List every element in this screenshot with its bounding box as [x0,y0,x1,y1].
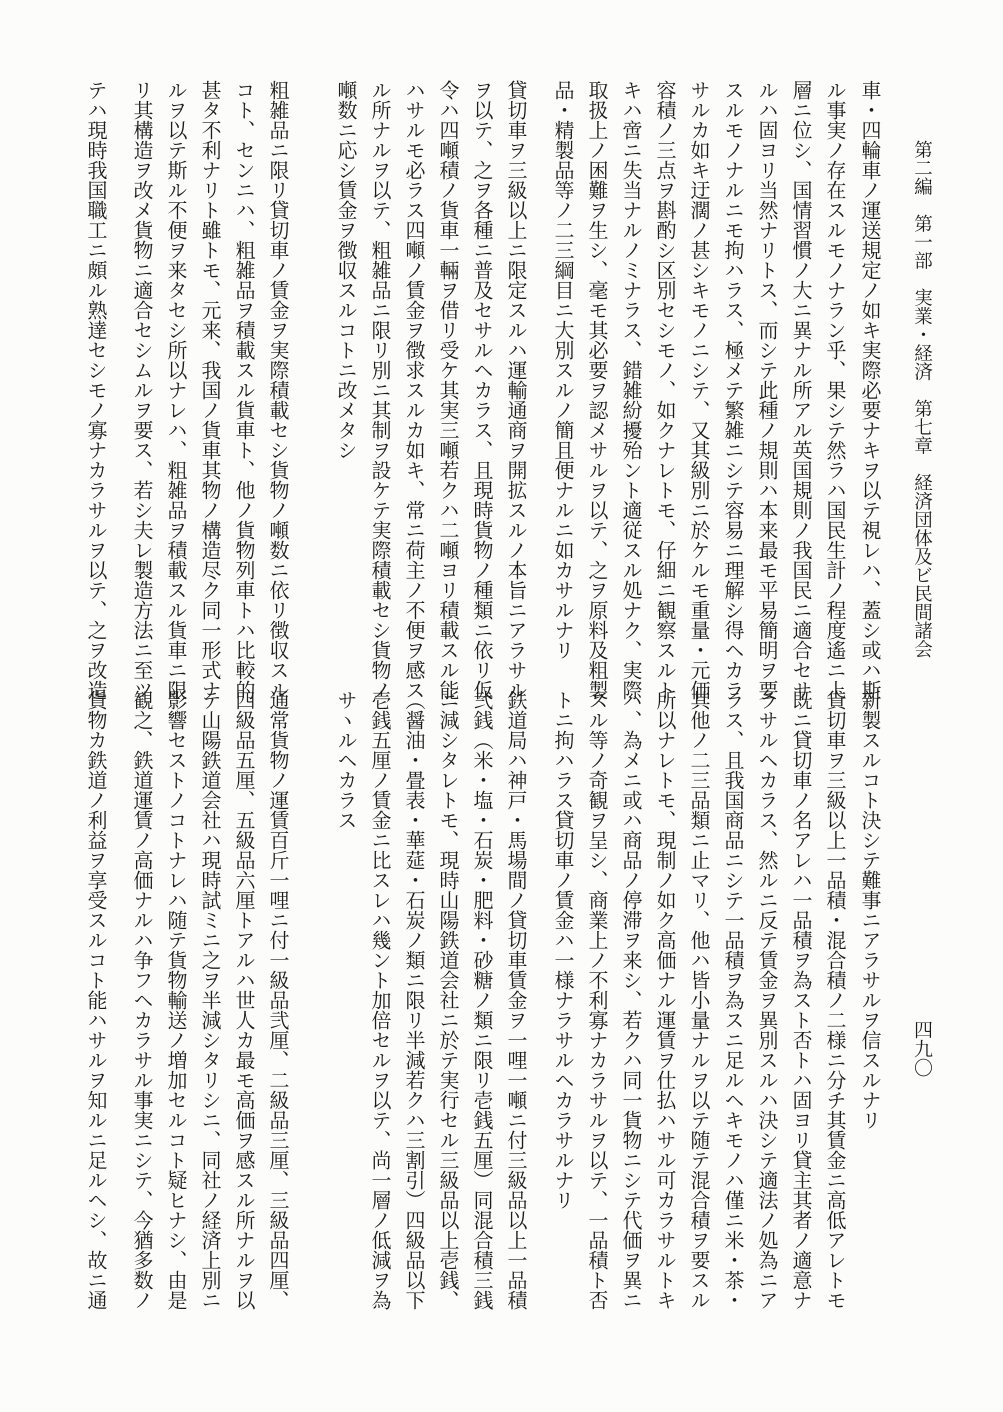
text-column: 既ニ貸切車ノ名アレハ一品積ヲ為スト否トハ固ヨリ貸主其者ノ適意ナ [789,690,813,1310]
text-column: 品・精製品等ノ二三綱目ニ大別スルノ簡且便ナルニ如カサルナリ [551,80,575,660]
text-column: 其他ノ二三品類ニ止マリ、他ハ皆小量ナルヲ以テ随テ混合積ヲ要スル [687,690,711,1310]
text-column: サルカ如キ迂濶ノ甚シキモノニシテ、又其級別ニ於ケルモ重量・元価 [687,80,711,700]
text-column: ニ減シタレトモ、現時山陽鉄道会社ニ於テ実行セル三級品以上壱銭、 [436,690,460,1310]
text-column: 取扱上ノ困難ヲ生シ、毫モ其必要ヲ認メサルヲ以テ、之ヲ原料及粗製 [585,80,609,700]
text-column: キハ啻ニ失当ナルノミナラス、錯雑紛擾殆ント適従スル処ナク、実際 [619,80,643,700]
text-column: 新製スルコト決シテ難事ニアラサルヲ信スルナリ [858,690,882,1130]
text-column: 貸切車ヲ三級以上一品積・混合積ノ二様ニ分チ其賃金ニ高低アレトモ [823,690,847,1310]
text-column: スルモノナルニモ拘ハラス、極メテ繁雑ニシテ容易ニ理解シ得ヘカラ [721,80,745,700]
text-column: 壱銭五厘ノ賃金ニ比スレハ幾ント加倍セルヲ以テ、尚一層ノ低減ヲ為 [368,690,392,1310]
text-column: ハサルモ必ラス四噸ノ賃金ヲ徴求スルカ如キ、常ニ荷主ノ不便ヲ感ス [402,80,426,700]
text-column: サヽルヘカラス [334,690,358,830]
text-column: トニ拘ハラス貸切車ノ賃金ハ一様ナラサルヘカラサルナリ [551,690,575,1210]
text-column: 層ニ位シ、国情習慣ノ大ニ異ナル所アル英国規則ノ我国民ニ適合セサ [789,80,813,700]
text-column: 車・四輪車ノ運送規定ノ如キ実際必要ナキヲ以テ視レハ、蓋シ或ハ斯 [858,80,882,700]
text-column: テ山陽鉄道会社ハ現時試ミニ之ヲ半減シタリシニ、同社ノ経済上別ニ [198,690,222,1310]
text-column: 通常貨物ノ運賃百斤一哩ニ付一級品弐厘、二級品三厘、三級品四厘、 [266,690,290,1310]
text-column: 容積ノ三点ヲ斟酌シ区別セシモノ、如クナレトモ、仔細ニ観察スルト [653,80,677,700]
text-column: 噸数ニ応シ賃金ヲ徴収スルコトニ改メタシ [334,80,358,460]
running-head: 第二編 第一部 実業・経済 第七章 経済団体及ビ民間諸会 [911,140,933,658]
text-column: スル等ノ奇観ヲ呈シ、商業上ノ不利寡ナカラサルヲ以テ、一品積ト否 [585,690,609,1310]
text-column: 貸切車ヲ三級以上ニ限定スルハ運輸通商ヲ開拡スルノ本旨ニアラサル [504,80,528,700]
text-column: テハ現時我国職工ニ頗ル熟達セシモノ寡ナカラサルヲ以テ、之ヲ改造 [84,80,108,700]
text-column: 貨物カ鉄道ノ利益ヲ享受スルコト能ハサルヲ知ルニ足ルヘシ、故ニ通 [84,690,108,1310]
text-column: 令ハ四噸積ノ貨車一輛ヲ借リ受ケ其実三噸若クハ二噸ヨリ積載スル能 [436,80,460,700]
text-column: ヲ以テ、之ヲ各種ニ普及セサルヘカラス、且現時貨物ノ種類ニ依リ仮 [470,80,494,700]
text-column: 四級品五厘、五級品六厘トアルハ世人カ最モ高価ヲ感スル所ナルヲ以 [232,690,256,1310]
text-column: 所以ナレトモ、現制ノ如ク高価ナル運賃ヲ仕払ハサル可カラサルトキ [653,690,677,1310]
text-column: コト、センニハ、粗雑品ヲ積載スル貨車ト、他ノ貨物列車トハ比較的 [232,80,256,700]
text-column: 甚タ不利ナリト雖トモ、元来、我国ノ貨車其物ノ構造尽ク同一形式ナ [198,80,222,700]
text-column: 鉄道局ハ神戸・馬場間ノ貸切車賃金ヲ一哩一噸ニ付三級品以上一品積 [504,690,528,1310]
text-column: 影響セストノコトナレハ随テ貨物輸送ノ増加セルコト疑ヒナシ、由是 [164,690,188,1310]
text-column: ハ、為メニ或ハ商品ノ停滞ヲ来シ、若クハ同一貨物ニシテ代価ヲ異ニ [619,690,643,1310]
text-column: ラサルヘカラス、然ルニ反テ賃金ヲ異別スルハ決シテ適法ノ処為ニア [755,690,779,1310]
text-column: 観之、鉄道運賃ノ高価ナルハ争フヘカラサル事実ニシテ、今猶多数ノ [130,690,154,1310]
text-column: ル事実ノ存在スルモノナラン乎、果シテ然ラハ国民生計ノ程度遙ニ上 [823,80,847,700]
text-column: 弐銭（米・塩・石炭・肥料・砂糖ノ類ニ限リ壱銭五厘）同混合積三銭 [470,690,494,1310]
text-column: ルヲ以テ斯ル不便ヲ来タセシ所以ナレハ、粗雑品ヲ積載スル貨車ニ限 [164,80,188,700]
text-column: リ其構造ヲ改メ貨物ニ適合セシムルヲ要ス、若シ夫レ製造方法ニ至ツ [130,80,154,700]
text-column: ラス、且我国商品ニシテ一品積ヲ為スニ足ルヘキモノハ僅ニ米・茶・ [721,690,745,1310]
text-column: ル所ナルヲ以テ、粗雑品ニ限リ別ニ其制ヲ設ケテ実際積載セシ貨物ノ [368,80,392,700]
text-column: （醤油・畳表・華莚・石炭ノ類ニ限リ半減若クハ三割引）四級品以下 [402,690,426,1310]
text-column: 粗雑品ニ限リ貸切車ノ賃金ヲ実際積載セシ貨物ノ噸数ニ依リ徴収スル [266,80,290,700]
text-column: ルハ固ヨリ当然ナリトス、而シテ此種ノ規則ハ本来最モ平易簡明ヲ要 [755,80,779,700]
page-number: 四九〇 [911,1020,933,1077]
